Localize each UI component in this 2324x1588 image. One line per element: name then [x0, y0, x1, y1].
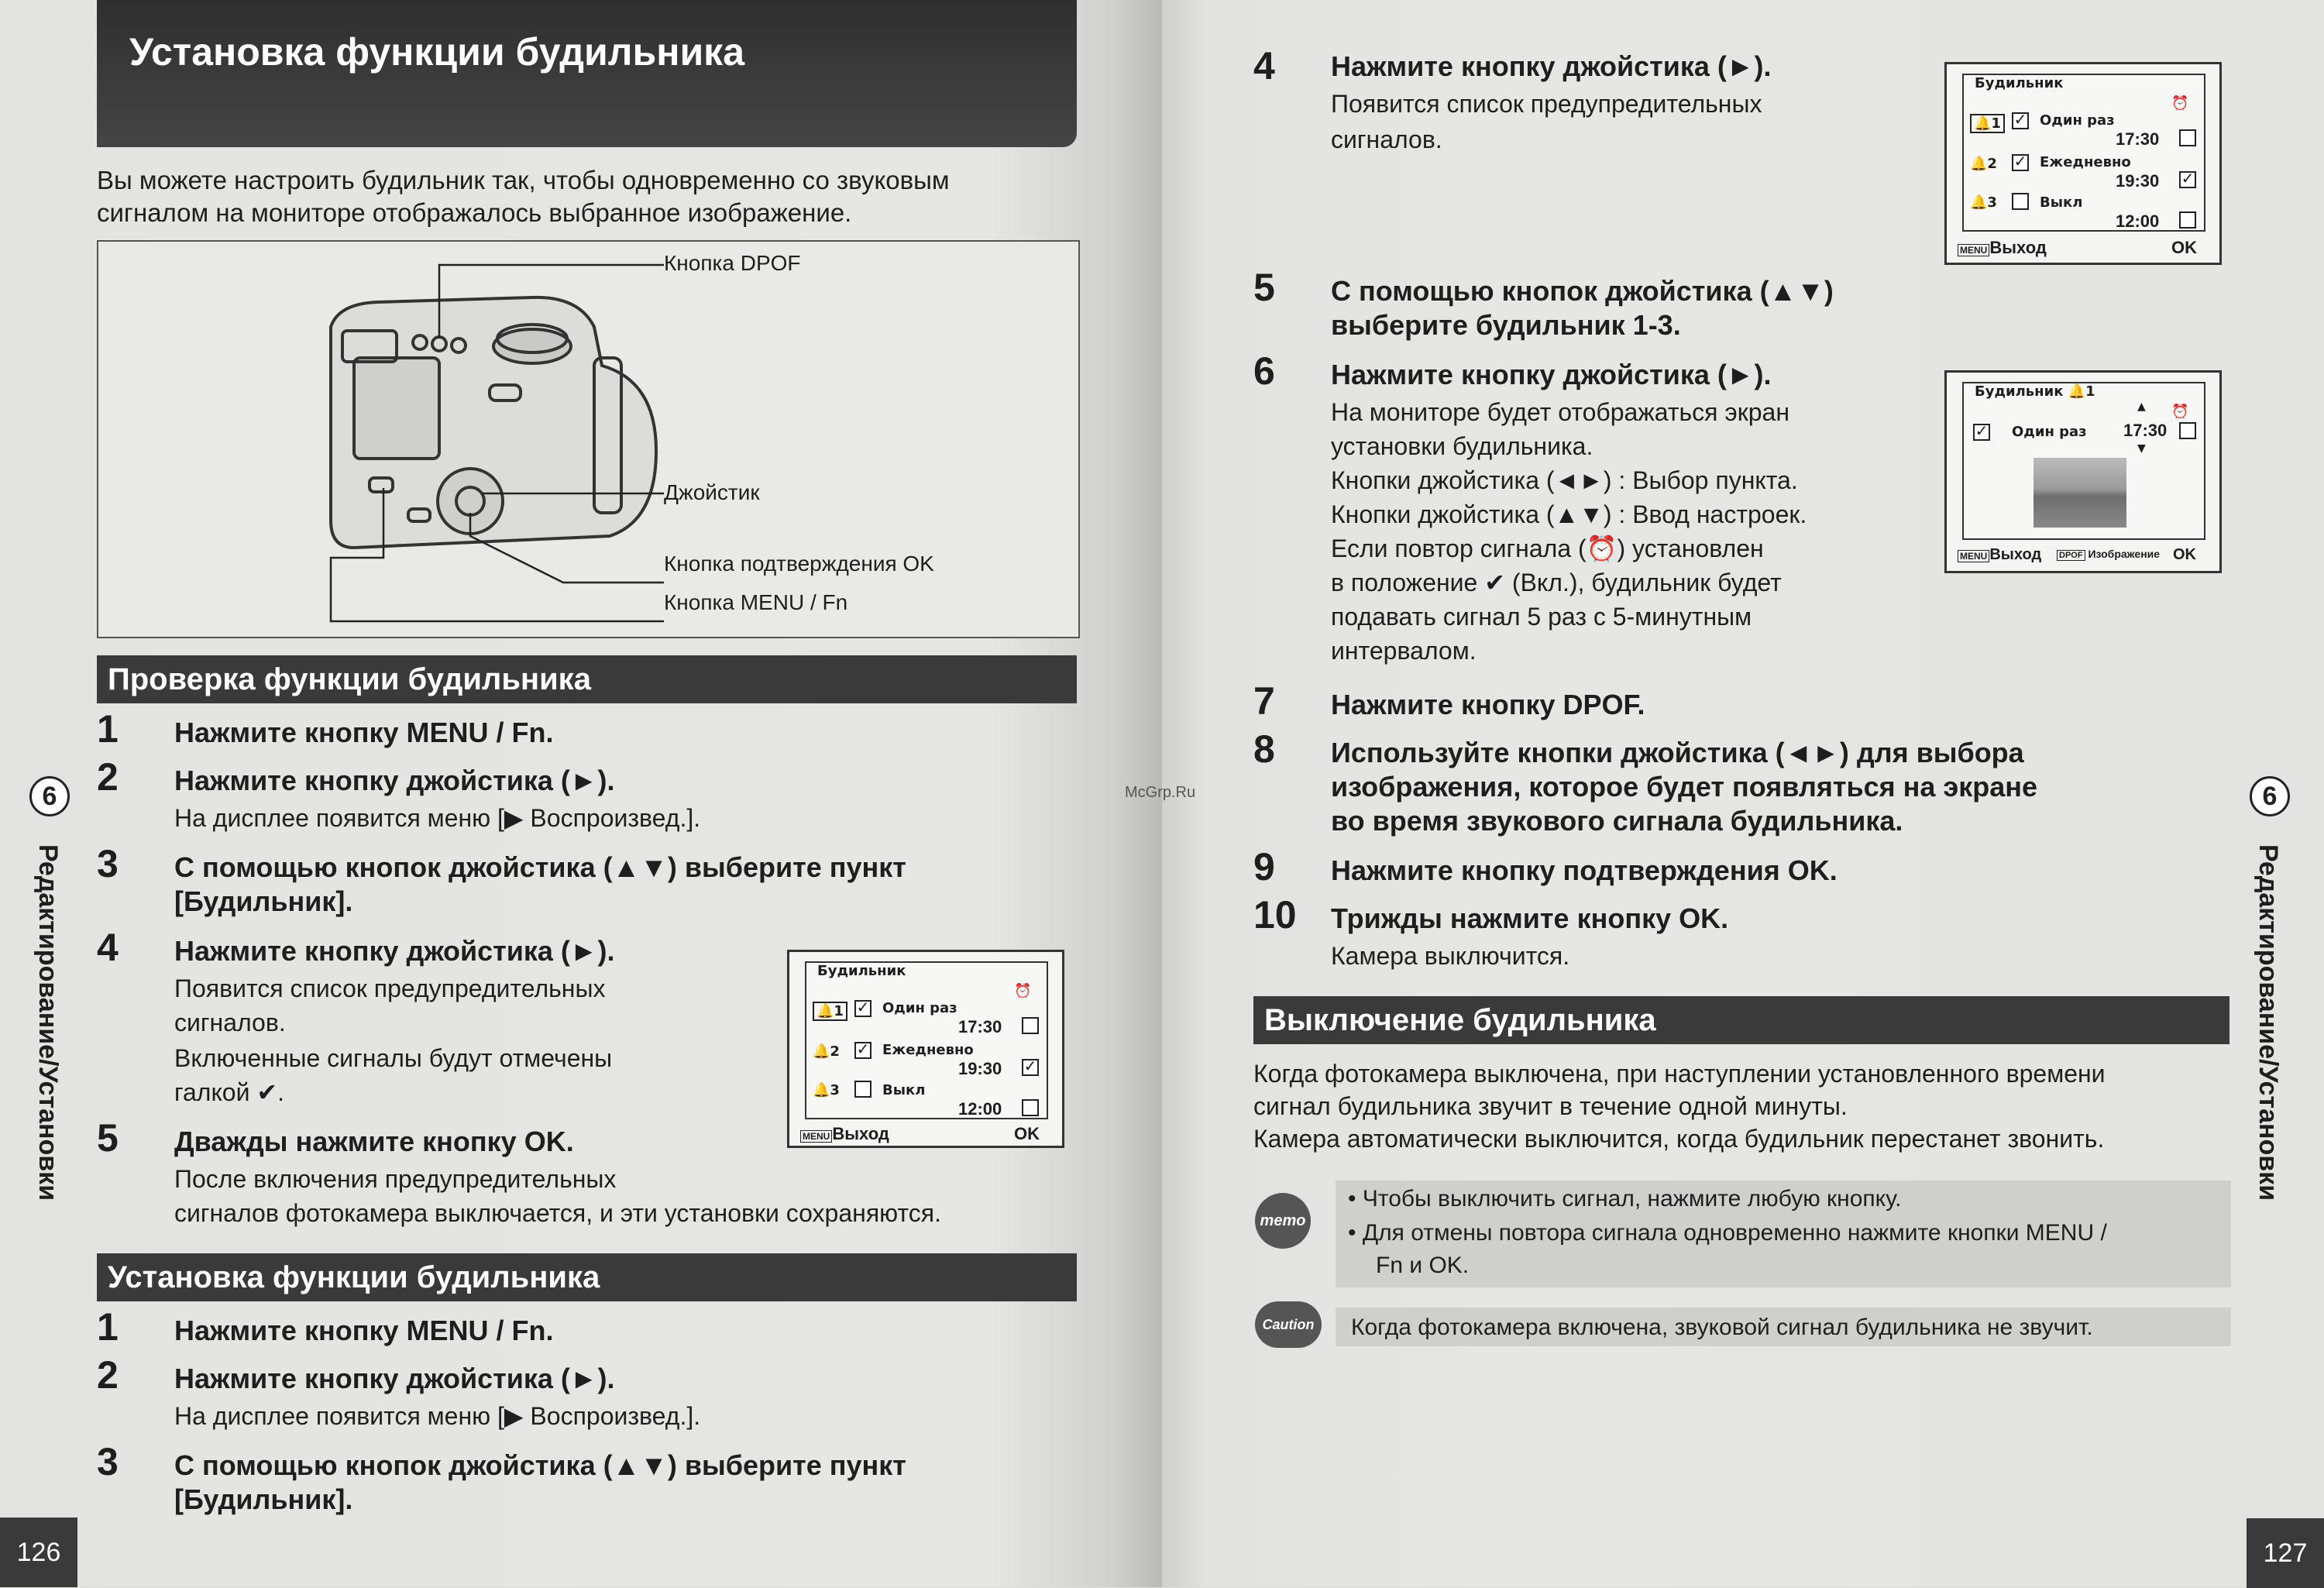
exit-label: Выход: [1989, 238, 2047, 257]
step-title: Трижды нажмите кнопку OK.: [1331, 902, 1729, 934]
step-number: 10: [1253, 893, 1297, 937]
bell-icon: 🔔1: [813, 1002, 847, 1021]
lcd-exit: [800, 1124, 889, 1144]
page-title: Установка функции будильника: [97, 0, 1077, 147]
step-text: установки будильника.: [1331, 432, 1593, 460]
checkbox-empty: [854, 1081, 871, 1098]
bell-icon: 🔔3: [813, 1082, 840, 1098]
alarm-mode: Ежедневно: [882, 1042, 974, 1058]
step-title-cont: во время звукового сигнала будильника.: [1331, 805, 1903, 837]
lcd-exit: [1958, 238, 2047, 258]
callout-dpof: Кнопка DPOF: [664, 251, 801, 275]
exit-label: Выход: [1989, 546, 2042, 563]
step-number: 8: [1253, 727, 1275, 771]
alarm-time: 19:30: [958, 1059, 1002, 1078]
step-title: Нажмите кнопку джойстика (►).: [1331, 359, 1772, 390]
alarm-time: 19:30: [2116, 171, 2160, 191]
lcd-ok: OK: [2171, 238, 2197, 257]
step-number: 4: [97, 926, 119, 969]
left-page: [0, 0, 1162, 1587]
callout-joystick: Джойстик: [664, 480, 760, 504]
section-header-setup: Установка функции будильника: [97, 1253, 1077, 1301]
menu-key-icon: MENU: [1958, 550, 1989, 562]
watermark: McGrp.Ru: [1125, 784, 1196, 801]
lcd-dpof-image: [2057, 548, 2160, 560]
preview-image: [2033, 458, 2126, 528]
alarm-id: 3: [1987, 194, 1997, 211]
checkbox-empty: [2179, 129, 2196, 146]
up-arrow-icon: ▲: [2137, 400, 2146, 413]
lcd-alarm-list: [1944, 62, 2222, 265]
alarm-mode: Один раз: [2040, 112, 2115, 129]
step-text: Появится список предупредительных: [174, 974, 606, 1002]
camera-illustration: [98, 242, 1078, 637]
memo-text-cont: Fn и OK.: [1376, 1253, 1470, 1278]
alarm-id: 2: [1987, 156, 1997, 172]
lcd-header-label: Будильник: [1975, 383, 2064, 400]
alarm-id: 3: [830, 1082, 840, 1098]
lcd-panel: [805, 961, 1048, 1119]
alarm-id: 1: [2085, 383, 2095, 400]
lcd-panel: [1962, 74, 2205, 232]
step-number: 1: [97, 707, 119, 751]
checkbox-checked: ✓: [2012, 112, 2029, 129]
dpof-label: Изображение: [2088, 548, 2161, 560]
step-title: Нажмите кнопку джойстика (►).: [174, 765, 615, 796]
callout-menu-button: Кнопка MENU / Fn: [664, 590, 848, 614]
checkbox-checked: ✓: [2179, 171, 2196, 188]
memo-bullet: • Чтобы выключить сигнал, нажмите любую кнопку.: [1348, 1186, 1902, 1212]
step-text: сигналов.: [174, 1009, 286, 1036]
callout-ok-button: Кнопка подтверждения OK: [664, 552, 934, 576]
checkbox-checked: ✓: [854, 1000, 871, 1017]
right-page: [1125, 0, 2324, 1587]
memo-text: Для отмены повтора сигнала одновременно нажмите кнопки MENU /: [1362, 1220, 2107, 1246]
checkbox-empty: [1022, 1017, 1039, 1034]
step-title: Нажмите кнопку DPOF.: [1331, 689, 1645, 720]
alarm-mode: Один раз: [2012, 424, 2087, 440]
step-title-cont: выберите будильник 1-3.: [1331, 309, 1681, 341]
lcd-header: Будильник 🔔1: [1975, 383, 2095, 400]
step-number: 5: [1253, 266, 1275, 309]
step-number: 3: [97, 1440, 119, 1483]
step-number: 4: [1253, 44, 1275, 88]
step-text: Камера выключится.: [1331, 942, 1570, 970]
repeat-icon: ⏰: [1014, 983, 1032, 999]
step-title: Нажмите кнопку MENU / Fn.: [174, 717, 554, 748]
step-title: Дважды нажмите кнопку OK.: [174, 1126, 574, 1157]
paragraph: Когда фотокамера выключена, при наступлении установленного времени: [1253, 1060, 2106, 1088]
lcd-alarm-setting: [1944, 370, 2222, 573]
chapter-label: Редактирование/Установки: [33, 844, 63, 1201]
bell-icon: 🔔2: [1970, 156, 1997, 172]
caution-text: Когда фотокамера включена, звуковой сигнал будильника не звучит.: [1351, 1315, 2093, 1340]
alarm-time: 17:30: [2123, 421, 2168, 440]
memo-text: Чтобы выключить сигнал, нажмите любую кнопку.: [1362, 1186, 1902, 1212]
step-text: На дисплее появится меню [▶ Воспроизвед.].: [174, 1402, 701, 1430]
lcd-ok: OK: [1014, 1124, 1040, 1143]
dpof-key-icon: DPOF: [2057, 550, 2085, 561]
step-title: Используйте кнопки джойстика (◄►) для выбора: [1331, 737, 2024, 768]
chapter-label: Редактирование/Установки: [2254, 844, 2283, 1201]
step-text: На дисплее появится меню [▶ Воспроизвед.].: [174, 804, 701, 832]
alarm-mode: Выкл: [2040, 194, 2083, 211]
page-number: 126: [0, 1518, 77, 1587]
alarm-id: 1: [834, 1003, 844, 1019]
chapter-number-badge: 6: [2250, 776, 2290, 816]
memo-bullet: • Для отмены повтора сигнала одновременно нажмите кнопки MENU /: [1348, 1220, 2107, 1246]
checkbox-checked: ✓: [854, 1042, 871, 1059]
lcd-alarm-list: [787, 950, 1064, 1148]
step-title: Нажмите кнопку MENU / Fn.: [174, 1315, 554, 1346]
caution-icon: Caution: [1255, 1301, 1322, 1348]
step-number: 1: [97, 1305, 119, 1349]
alarm-id: 1: [1991, 115, 2001, 132]
checkbox-empty: [2179, 422, 2196, 439]
step-number: 7: [1253, 679, 1275, 723]
alarm-time: 12:00: [2116, 211, 2160, 231]
step-title-cont: [Будильник].: [174, 885, 353, 917]
section-header-check: Проверка функции будильника: [97, 655, 1077, 703]
intro-text: Вы можете настроить будильник так, чтобы одновременно со звуковым сигналом на мониторе отображалось выбранное изображение.: [97, 166, 950, 227]
section-header-off: Выключение будильника: [1253, 996, 2229, 1044]
alarm-mode: Ежедневно: [2040, 154, 2131, 170]
page-number: 127: [2247, 1518, 2324, 1588]
checkbox-empty: [2012, 193, 2029, 210]
step-number: 6: [1253, 349, 1275, 393]
alarm-time: 12:00: [958, 1099, 1002, 1119]
step-text: галкой ✔.: [174, 1078, 285, 1106]
checkbox-checked: ✓: [1022, 1059, 1039, 1076]
step-number: 3: [97, 842, 119, 885]
step-text: сигналов фотокамера выключается, и эти установки сохраняются.: [174, 1199, 941, 1227]
exit-label: Выход: [832, 1124, 889, 1143]
paragraph: Камера автоматически выключится, когда будильник перестанет звонить.: [1253, 1125, 2105, 1153]
bell-icon: 🔔3: [1970, 194, 1997, 211]
checkbox-empty: [1022, 1099, 1039, 1116]
step-text: Если повтор сигнала (⏰) установлен: [1331, 534, 1764, 562]
lcd-header: Будильник: [1975, 75, 2064, 91]
menu-key-icon: MENU: [1958, 244, 1989, 256]
step-text: в положение ✔ (Вкл.), будильник будет: [1331, 569, 1782, 596]
alarm-time: 17:30: [958, 1017, 1002, 1036]
alarm-time: 17:30: [2116, 129, 2160, 149]
step-title-cont: изображения, которое будет появляться на экране: [1331, 771, 2038, 803]
step-title: С помощью кнопок джойстика (▲▼) выберите пункт: [174, 851, 906, 883]
checkbox-checked: ✓: [1973, 424, 1990, 441]
step-number: 5: [97, 1116, 119, 1160]
step-text: Появится список предупредительных: [1331, 90, 1762, 118]
repeat-icon: ⏰: [2171, 404, 2189, 420]
step-text: На мониторе будет отображаться экран: [1331, 398, 1789, 426]
bell-icon: 🔔2: [813, 1043, 840, 1060]
step-text: Кнопки джойстика (▲▼) : Ввод настроек.: [1331, 500, 1807, 528]
step-title: Нажмите кнопку джойстика (►).: [174, 935, 615, 967]
step-text: подавать сигнал 5 раз с 5-минутным: [1331, 603, 1752, 631]
step-number: 2: [97, 755, 119, 799]
step-text: сигналов.: [1331, 125, 1442, 153]
camera-figure: [97, 240, 1080, 638]
checkbox-empty: [2179, 211, 2196, 229]
paragraph: сигнал будильника звучит в течение одной минуты.: [1253, 1092, 1848, 1120]
lcd-header: Будильник: [817, 963, 906, 979]
checkbox-checked: ✓: [2012, 154, 2029, 171]
chapter-number-badge: 6: [29, 776, 70, 816]
step-title: С помощью кнопок джойстика (▲▼) выберите пункт: [174, 1449, 906, 1481]
bell-icon: 🔔1: [1970, 114, 2005, 133]
step-number: 9: [1253, 845, 1275, 889]
alarm-mode: Выкл: [882, 1082, 926, 1098]
lcd-exit: [1958, 546, 2041, 564]
step-title-cont: [Будильник].: [174, 1483, 353, 1515]
step-title: Нажмите кнопку джойстика (►).: [1331, 50, 1772, 82]
step-title: Нажмите кнопку подтверждения OK.: [1331, 854, 1838, 886]
menu-key-icon: MENU: [800, 1130, 832, 1143]
step-text: После включения предупредительных: [174, 1165, 617, 1193]
repeat-icon: ⏰: [2171, 95, 2189, 112]
step-text: Включенные сигналы будут отмечены: [174, 1044, 613, 1072]
lcd-ok: OK: [2173, 546, 2196, 563]
down-arrow-icon: ▼: [2137, 442, 2146, 455]
step-text: интервалом.: [1331, 637, 1477, 665]
step-text: Кнопки джойстика (◄►) : Выбор пункта.: [1331, 466, 1798, 494]
step-title: С помощью кнопок джойстика (▲▼): [1331, 275, 1834, 307]
step-number: 2: [97, 1353, 119, 1397]
memo-icon: memo: [1255, 1193, 1311, 1249]
alarm-id: 2: [830, 1043, 840, 1060]
alarm-mode: Один раз: [882, 1000, 957, 1016]
step-title: Нажмите кнопку джойстика (►).: [174, 1363, 615, 1394]
